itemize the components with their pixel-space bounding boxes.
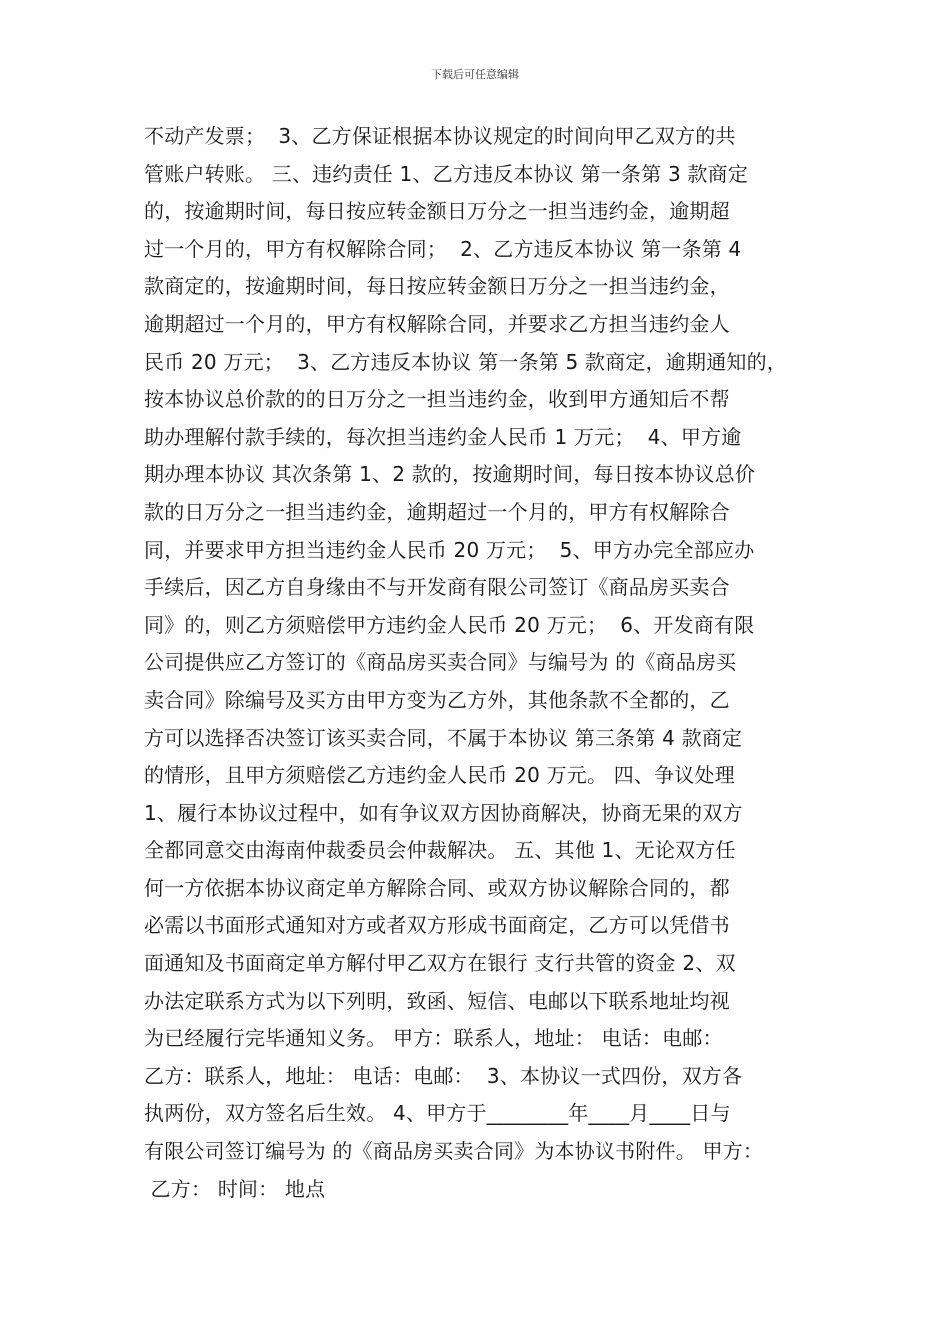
body-line: 乙方： 时间： 地点: [144, 1176, 326, 1201]
body-line: 卖合同》除编号及买方由甲方变为乙方外，其他条款不全都的，乙: [144, 687, 730, 712]
body-line: 办法定联系方式为以下列明，致函、短信、电邮以下联系地址均视: [144, 988, 730, 1013]
body-line: 为已经履行完毕通知义务。 甲方：联系人，地址： 电话：电邮：: [144, 1026, 723, 1051]
page-header: 下载后可任意编辑: [431, 68, 519, 81]
body-line: 面通知及书面商定单方解付甲乙双方在银行 支行共管的资金 2、双: [144, 951, 736, 976]
document-body: [144, 118, 824, 1208]
body-line: 执两份，双方签名后生效。 4、甲方于________年____月____日与: [144, 1101, 731, 1126]
body-line: 手续后，因乙方自身缘由不与开发商有限公司签订《商品房买卖合: [144, 575, 730, 600]
body-line: 必需以书面形式通知对方或者双方形成书面商定，乙方可以凭借书: [144, 913, 730, 938]
body-line: 方可以选择否决签订该买卖合同，不属于本协议 第三条第 4 款商定: [144, 725, 743, 750]
body-line: 逾期超过一个月的，甲方有权解除合同，并要求乙方担当违约金人: [144, 311, 730, 336]
body-line: 乙方：联系人，地址： 电话：电邮： 3、本协议一式四份，双方各: [144, 1063, 743, 1088]
body-line: 助办理解付款手续的，每次担当违约金人民币 1 万元； 4、甲方逾: [144, 424, 742, 449]
body-line: 款的日万分之一担当违约金，逾期超过一个月的，甲方有权解除合: [144, 499, 730, 524]
body-line: 不动产发票； 3、乙方保证根据本协议规定的时间向甲乙双方的共: [144, 124, 736, 148]
body-line: 的情形，且甲方须赔偿乙方违约金人民币 20 万元。 四、争议处理: [144, 763, 735, 788]
body-line: 按本协议总价款的的日万分之一担当违约金，收到甲方通知后不帮: [144, 387, 730, 412]
body-line: 管账户转账。 三、违约责任 1、乙方违反本协议 第一条第 3 款商定: [144, 161, 749, 186]
body-line: 期办理本协议 其次条第 1、2 款的，按逾期时间，每日按本协议总价: [144, 462, 756, 487]
body-line: 同》的，则乙方须赔偿甲方违约金人民币 20 万元； 6、开发商有限: [144, 612, 755, 637]
body-line: 1、履行本协议过程中，如有争议双方因协商解决，协商无果的双方: [144, 800, 743, 825]
body-line: 公司提供应乙方签订的《商品房买卖合同》与编号为 的《商品房买: [144, 650, 737, 675]
body-line: 有限公司签订编号为 的《商品房买卖合同》为本协议书附件。 甲方：: [144, 1139, 764, 1164]
body-line: 的，按逾期时间，每日按应转金额日万分之一担当违约金，逾期超: [144, 199, 730, 224]
body-line: 同，并要求甲方担当违约金人民币 20 万元； 5、甲方办完全部应办: [144, 537, 755, 562]
body-line: 民币 20 万元； 3、乙方违反本协议 第一条第 5 款商定，逾期通知的，: [144, 349, 787, 374]
body-line: 款商定的，按逾期时间，每日按应转金额日万分之一担当违约金，: [144, 274, 730, 299]
body-line: 何一方依据本协议商定单方解除合同、或双方协议解除合同的，都: [144, 875, 730, 900]
body-line: 全都同意交由海南仲裁委员会仲裁解决。 五、其他 1、无论双方任: [144, 838, 736, 863]
body-line: 过一个月的，甲方有权解除合同； 2、乙方违反本协议 第一条第 4: [144, 236, 742, 261]
